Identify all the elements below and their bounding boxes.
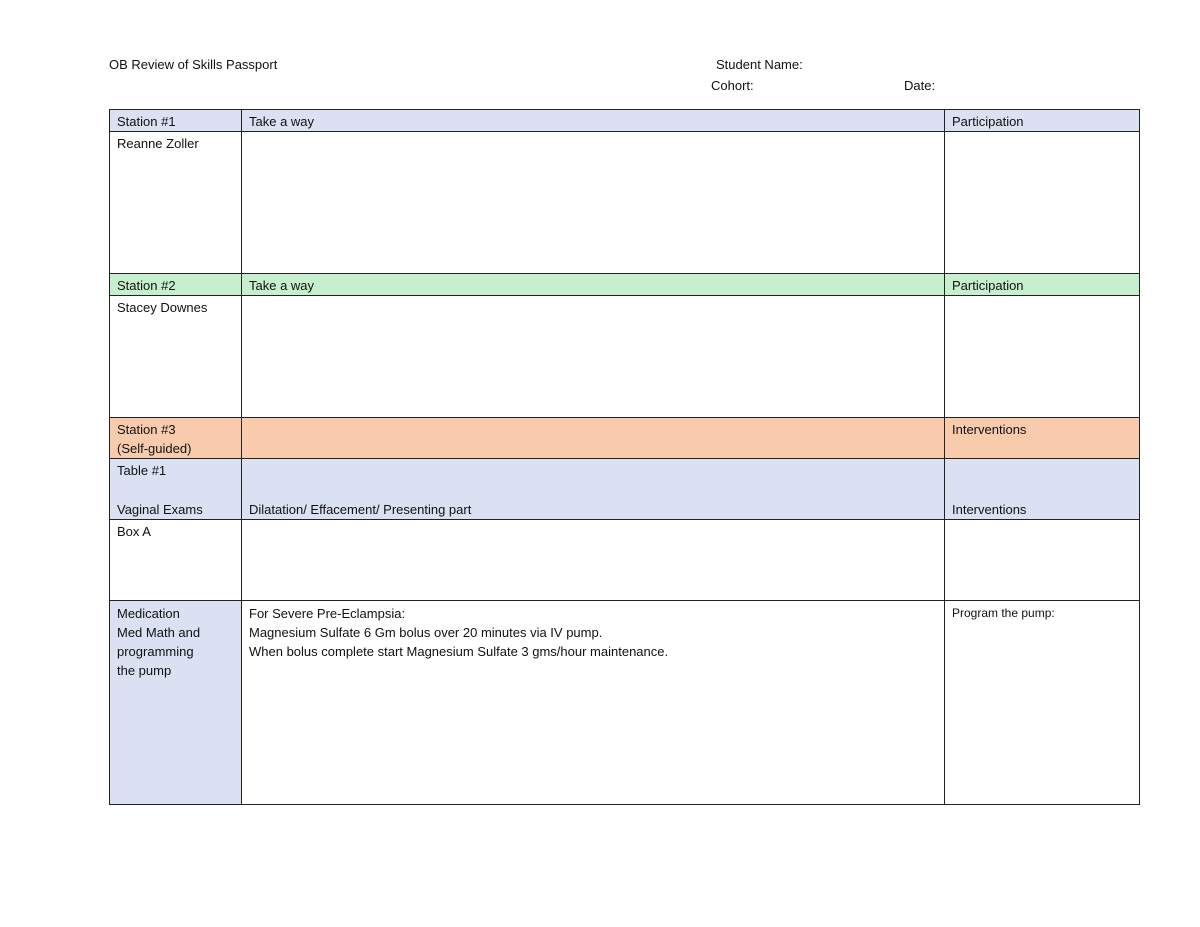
station-1-takeaway-header: Take a way <box>242 110 945 132</box>
medication-row <box>110 601 1140 805</box>
student-name-label: Student Name: <box>716 57 803 72</box>
table-1-row <box>110 459 1140 520</box>
vaginal-exams-label: Vaginal Exams <box>117 502 203 517</box>
station-1-header-row <box>110 110 1140 132</box>
table-1-middle-cell <box>242 459 945 520</box>
station-2-participation-cell[interactable] <box>945 296 1140 418</box>
station-3-header-row <box>110 418 1140 459</box>
station-2-body-row <box>110 296 1140 418</box>
station-2-label: Station #2 <box>110 274 242 296</box>
station-2-instructor: Stacey Downes <box>110 296 242 418</box>
station-1-label: Station #1 <box>110 110 242 132</box>
station-2-takeaway-header: Take a way <box>242 274 945 296</box>
skills-passport-table <box>109 109 1140 805</box>
station-2-participation-header: Participation <box>945 274 1140 296</box>
medication-label: Medication Med Math and programming the pump <box>110 601 242 805</box>
box-a-row <box>110 520 1140 601</box>
station-2-header-row <box>110 274 1140 296</box>
table-1-interventions-header: Interventions <box>952 502 1027 517</box>
station-1-participation-cell[interactable] <box>945 132 1140 274</box>
station-1-participation-header: Participation <box>945 110 1140 132</box>
table-1-label-cell <box>110 459 242 520</box>
station-3-label: Station #3 (Self-guided) <box>110 418 242 459</box>
box-a-label: Box A <box>110 520 242 601</box>
program-pump-label: Program the pump: <box>945 601 1140 805</box>
station-3-middle-cell <box>242 418 945 459</box>
station-1-instructor: Reanne Zoller <box>110 132 242 274</box>
document-title: OB Review of Skills Passport <box>109 57 278 72</box>
box-a-findings-cell[interactable] <box>242 520 945 601</box>
date-label: Date: <box>904 78 936 93</box>
cohort-label: Cohort: <box>711 78 754 93</box>
station-1-body-row <box>110 132 1140 274</box>
medication-details: For Severe Pre-Eclampsia: Magnesium Sulfate 6 Gm bolus over 20 minutes via IV pump. When bolus complete start Magnesium Sulfate 3 gms/hour maintenance. <box>242 601 945 805</box>
station-1-takeaway-cell[interactable] <box>242 132 945 274</box>
table-1-right-cell <box>945 459 1140 520</box>
box-a-interventions-cell[interactable] <box>945 520 1140 601</box>
dilatation-header: Dilatation/ Effacement/ Presenting part <box>249 502 472 517</box>
station-2-takeaway-cell[interactable] <box>242 296 945 418</box>
station-3-interventions-header: Interventions <box>945 418 1140 459</box>
table-1-label: Table #1 <box>117 463 167 478</box>
